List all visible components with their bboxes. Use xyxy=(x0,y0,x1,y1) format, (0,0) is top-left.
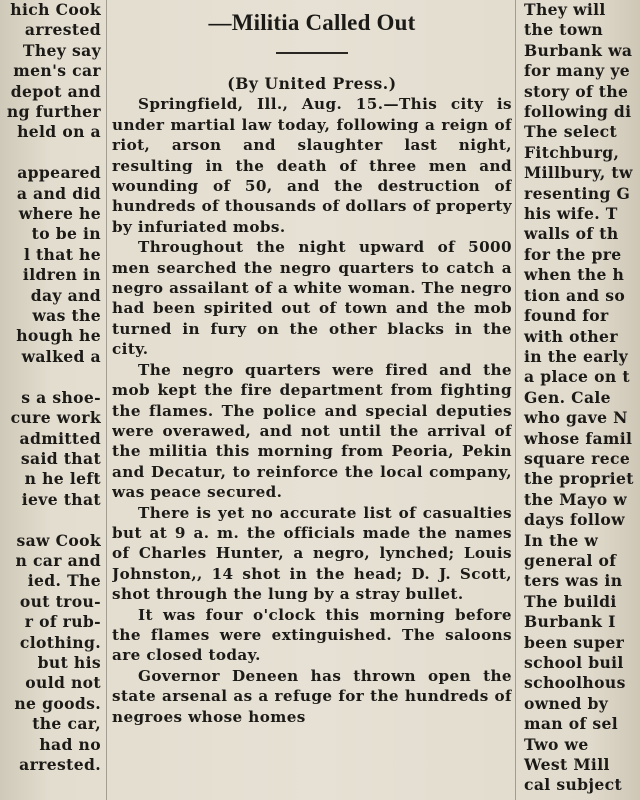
right-column-line: ters was in xyxy=(524,571,623,591)
article-paragraph: Throughout the night upward of 5000 men searched the negro quarters to catch a negro assailant of a white woman. The negro had been spirited out of town and the mob turned in fury on the other blacks in the city. xyxy=(112,238,512,359)
left-column-line: arrested xyxy=(24,20,101,40)
left-column-line: ould not xyxy=(25,673,101,693)
right-column-line: tion and so xyxy=(524,285,626,305)
left-column-line: appeared xyxy=(17,163,101,183)
left-column-line: where he xyxy=(18,204,101,224)
right-column-line: owned by xyxy=(524,693,609,713)
paragraph-gap xyxy=(0,143,104,163)
left-column-line: held on a xyxy=(17,122,101,142)
headline: —Militia Called Out xyxy=(208,10,416,35)
right-column-line: school buil xyxy=(524,653,624,672)
left-column-line: said that xyxy=(20,448,101,468)
left-column-line: men's car xyxy=(13,61,101,81)
right-column-line: In the w xyxy=(524,530,599,550)
right-column-line: been super xyxy=(524,632,625,652)
left-column-line: but his xyxy=(37,652,101,672)
left-column-line: admitted xyxy=(19,428,101,448)
right-column-line: resenting G xyxy=(524,183,631,203)
left-column-line: ng further xyxy=(6,102,101,122)
right-column-line: schoolhous xyxy=(524,673,626,693)
right-column-line: for many ye xyxy=(524,61,631,81)
left-column-line: cure work xyxy=(10,408,101,428)
article xyxy=(112,0,512,800)
left-column-line: s a shoe- xyxy=(21,387,101,407)
article-paragraph: The negro quarters were fired and the mob kept the fire department from fighting the flames. The police and special deputies were overawed, and not until the arrival of the militia this morning from Peoria, Pekin and Decatur, to reinforce the local company, was peace secured. xyxy=(112,360,512,502)
left-column-line: n car and xyxy=(15,550,101,570)
left-column-line: n he left xyxy=(24,469,101,489)
right-column-line: walls of th xyxy=(524,224,619,244)
left-column-line: out trou- xyxy=(19,591,101,611)
right-column-line: whose famil xyxy=(524,428,633,448)
right-column-line: who gave N xyxy=(524,408,628,428)
left-column-line: ildren in xyxy=(22,265,101,285)
right-column-line: The buildi xyxy=(524,591,617,611)
left-column-line: walked a xyxy=(21,346,101,366)
right-column-line: following di xyxy=(524,102,632,122)
paragraph-gap xyxy=(0,510,104,530)
right-column-line: Fitchburg, xyxy=(524,142,620,162)
left-column-line: to be in xyxy=(31,224,101,244)
article-paragraph: There is yet no accurate list of casualties but at 9 a. m. the officials made the names of Charles Hunter, a negro, lynched; Louis Johnston,, 14 shot in the head; D. J. Scott, shot through the lung by a stray bullet. xyxy=(112,503,512,604)
left-column-line: clothing. xyxy=(19,632,101,652)
right-column-line: days follow xyxy=(524,510,625,530)
right-column-line: Two we xyxy=(524,734,589,754)
right-column-line: man of sel xyxy=(524,714,619,734)
left-column-line: ne goods. xyxy=(14,693,101,713)
right-column-line: for the pre xyxy=(524,244,622,264)
article-paragraph: Springfield, Ill., Aug. 15.—This city is under martial law today, following a reign of riot, arson and slaughter last night, resulting in the death of three men and wounding of 50, and the destruction of hundreds of thousands of dollars of property by infuriated mobs. xyxy=(112,95,512,236)
left-column-line: hough he xyxy=(16,326,101,346)
right-column-fragment xyxy=(518,0,640,800)
right-column-line: in the early xyxy=(524,346,629,366)
right-column-line: The select xyxy=(524,122,618,142)
right-column-line: West Mill xyxy=(524,755,610,775)
right-column-line: found for xyxy=(524,306,609,326)
right-column-line: square rece xyxy=(524,448,631,468)
column-rule xyxy=(106,0,107,800)
right-column-line: cal subject xyxy=(524,775,623,795)
right-column-line: Burbank wa xyxy=(524,40,633,60)
article-paragraph: Governor Deneen has thrown open the state arsenal as a refuge for the hundreds of negroes whose homes xyxy=(112,666,512,726)
left-column-line: depot and xyxy=(10,81,101,101)
left-column-line: r of rub- xyxy=(24,612,101,632)
headline-divider xyxy=(276,52,348,54)
byline: (By United Press.) xyxy=(227,74,397,93)
right-column-line: They will xyxy=(524,0,606,19)
left-column-line: ieve that xyxy=(21,489,101,509)
right-column-line: a place on t xyxy=(524,367,630,387)
right-column-line: his wife. T xyxy=(524,204,618,224)
left-column-line: a and did xyxy=(16,183,101,203)
left-column-line: arrested. xyxy=(19,754,101,774)
right-column-line: when the h xyxy=(524,265,625,285)
left-column-line: saw Cook xyxy=(16,530,101,550)
right-column-line: the Mayo w xyxy=(524,489,628,509)
left-column-line: ied. The xyxy=(27,571,101,591)
left-column-line: hich Cook xyxy=(10,0,101,19)
left-column-line: was the xyxy=(32,306,101,326)
right-column-line: the town xyxy=(524,20,604,40)
right-column-line: Millbury, tw xyxy=(524,163,633,183)
right-column-line: with other xyxy=(524,326,618,346)
left-column-fragment xyxy=(0,0,104,800)
right-column-line: general of xyxy=(524,550,617,570)
column-rule xyxy=(515,0,516,800)
right-column-line: the propriet xyxy=(524,469,634,489)
left-column-line: l that he xyxy=(23,244,101,264)
paragraph-gap xyxy=(0,367,104,387)
left-column-line: day and xyxy=(30,285,101,305)
right-column-line: story of the xyxy=(524,81,629,101)
article-paragraph: It was four o'clock this morning before the flames were extinguished. The saloons are closed today. xyxy=(112,605,512,665)
left-column-line: the car, xyxy=(32,714,101,734)
left-column-line: had no xyxy=(39,734,101,754)
right-column-line: Burbank I xyxy=(524,612,616,632)
left-column-line: They say xyxy=(22,40,101,60)
right-column-line: Gen. Cale xyxy=(524,387,611,407)
